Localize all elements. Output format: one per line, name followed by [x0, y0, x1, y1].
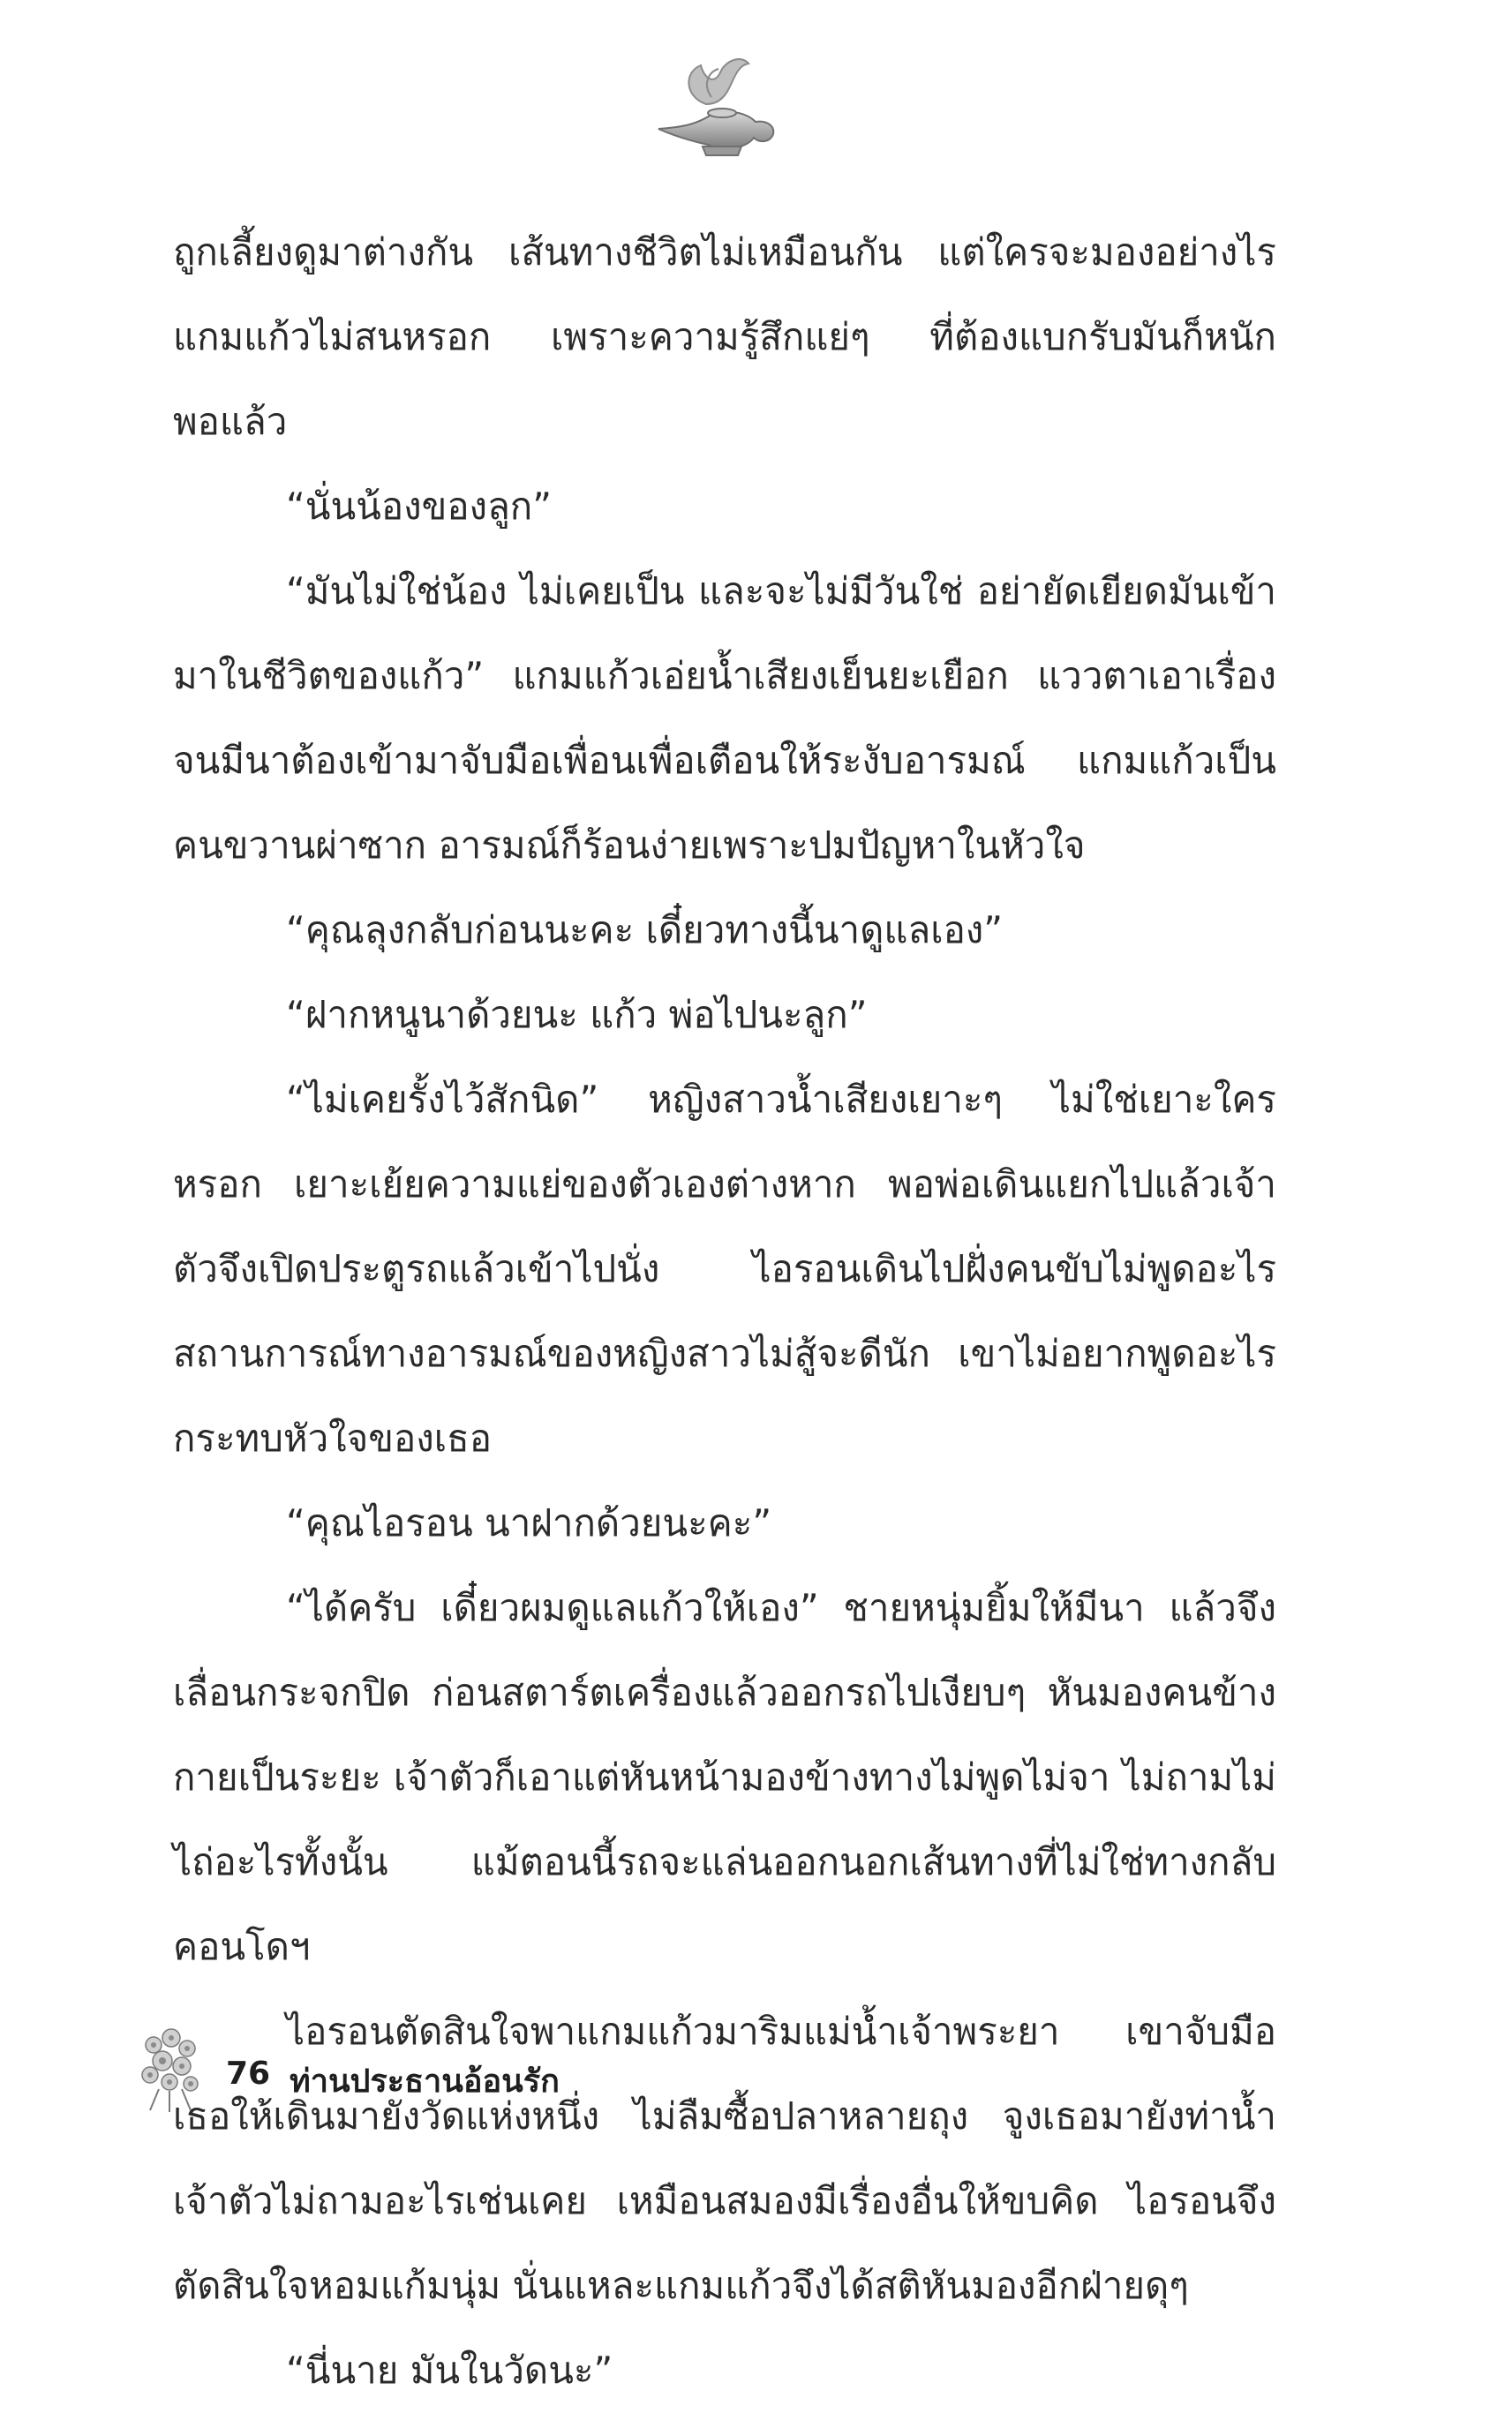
paragraph-4: “คุณลุงกลับก่อนนะคะ เดี๋ยวทางนี้นาดูแลเอง” — [286, 908, 1004, 951]
paragraph-3: “มันไม่ใช่น้อง ไม่เคยเป็น และจะไม่มีวันใช่ อย่ายัดเยียดมันเข้ามาในชีวิตของแก้ว” แกมแก้วเอ่ยน้ำเสียงเย็นยะเยือก แววตาเอาเรื่อง จนมีนาต้องเข้ามาจับมือเพื่อนเพื่อเตือนให้ระงับอารมณ์ แกมแก้วเป็นคนขวานผ่าซาก อารมณ์ก็ร้อนง่ายเพราะปมปัญหาในหัวใจ — [173, 569, 1276, 867]
book-title: ท่านประธานอ้อนรัก — [290, 2063, 560, 2100]
paragraph-7: “คุณไอรอน นาฝากด้วยนะคะ” — [286, 1501, 772, 1545]
page-number: 76 — [226, 2056, 271, 2092]
genie-lamp-icon — [650, 46, 782, 169]
page-footer — [132, 2026, 927, 2123]
flower-bouquet-icon — [132, 2026, 212, 2114]
paragraph-5: “ฝากหนูนาด้วยนะ แก้ว พ่อไปนะลูก” — [286, 993, 868, 1036]
paragraph-9: ไอรอนตัดสินใจพาแกมแก้วมาริมแม่น้ำเจ้าพระยา เขาจับมือเธอให้เดินมายังวัดแห่งหนึ่ง ไม่ลืมซื้อปลาหลายถุง จูงเธอมายังท่าน้ำ เจ้าตัวไม่ถามอะไรเช่นเคย เหมือนสมองมีเรื่องอื่นให้ขบคิด ไอรอนจึงตัดสินใจหอมแก้มนุ่ม นั่นแหละแกมแก้วจึงได้สติหันมองอีกฝ่ายดุๆ — [173, 2010, 1276, 2307]
paragraph-1: ถูกเลี้ยงดูมาต่างกัน เส้นทางชีวิตไม่เหมือนกัน แต่ใครจะมองอย่างไร แกมแก้วไม่สนหรอก เพราะความรู้สึกแย่ๆ ที่ต้องแบกรับมันก็หนักพอแล้ว — [173, 230, 1276, 443]
paragraph-6: “ไม่เคยรั้งไว้สักนิด” หญิงสาวน้ำเสียงเยาะๆ ไม่ใช่เยาะใครหรอก เยาะเย้ยความแย่ของตัวเองต่างหาก พอพ่อเดินแยกไปแล้วเจ้าตัวจึงเปิดประตูรถแล้วเข้าไปนั่ง ไอรอนเดินไปฝั่งคนขับไม่พูดอะไร สถานการณ์ทางอารมณ์ของหญิงสาวไม่สู้จะดีนัก เขาไม่อยากพูดอะไรกระทบหัวใจของเธอ — [173, 1078, 1276, 1460]
paragraph-2: “นั่นน้องของลูก” — [286, 485, 552, 528]
paragraph-8: “ได้ครับ เดี๋ยวผมดูแลแก้วให้เอง” ชายหนุ่มยิ้มให้มีนา แล้วจึงเลื่อนกระจกปิด ก่อนสตาร์ตเครื่องแล้วออกรถไปเงียบๆ หันมองคนข้างกายเป็นระยะ เจ้าตัวก็เอาแต่หันหน้ามองข้างทางไม่พูดไม่จา ไม่ถามไม่ไถ่อะไรทั้งนั้น แม้ตอนนี้รถจะแล่นออกนอกเส้นทางที่ไม่ใช่ทางกลับคอนโดฯ — [173, 1586, 1276, 1968]
paragraph-10: “นี่นาย มันในวัดนะ” — [286, 2349, 613, 2392]
